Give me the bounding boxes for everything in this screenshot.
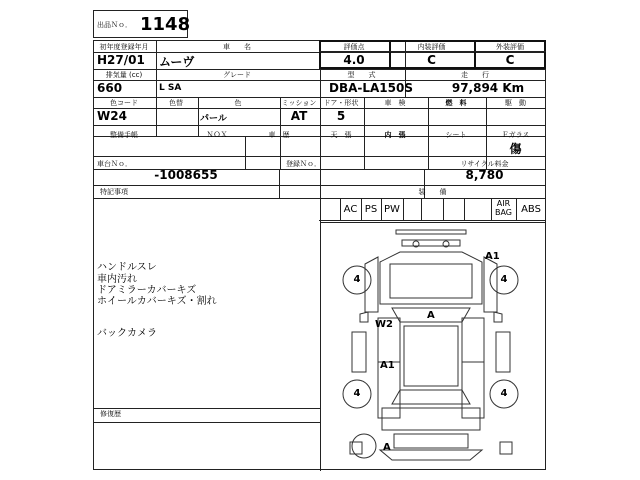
color-label: 色 — [234, 99, 242, 107]
color-type-label: 色替 — [169, 99, 183, 107]
tire-rear-right: 4 — [500, 388, 508, 399]
mark-left-rear: A1 — [380, 360, 395, 371]
score-label: 評価点 — [343, 43, 365, 51]
exterior-label: 外装評価 — [496, 43, 524, 51]
manual-label: 整備手帳 — [110, 131, 138, 139]
displacement-label: 排気量 (cc) — [105, 71, 143, 79]
lot-number: 1148 — [140, 14, 191, 35]
glass-label: Ｆガラス — [501, 131, 530, 139]
glass-value: 傷 — [509, 142, 522, 156]
sunroof-label: 天 張 — [330, 131, 352, 139]
tire-rear-left: 4 — [353, 388, 361, 399]
mileage-label: 走 行 — [461, 71, 489, 79]
capacity-label: 車 検 — [384, 99, 406, 107]
first-reg-label: 初年度登録年月 — [99, 43, 149, 51]
repair-label: 修復歴 — [100, 410, 121, 418]
equipment-label: 装 備 — [418, 188, 447, 196]
note-line-3: ドアミラーカバーキズ — [97, 285, 197, 296]
recycle-value: 8,780 — [465, 168, 504, 182]
model-value: DBA-LA150S — [329, 81, 413, 95]
reg-no-label: 登録Ｎｏ． — [286, 160, 321, 168]
color-code-label: 色コード — [110, 99, 138, 107]
chassis-value: -1008655 — [154, 168, 218, 182]
note-line-1: ハンドルスレ — [97, 262, 157, 273]
mileage-value: 97,894 Km — [451, 81, 525, 95]
first-reg-value: H27/01 — [97, 53, 145, 67]
seat-label: シート — [445, 131, 467, 139]
doors-label: ドア・形状 — [323, 99, 359, 107]
recycle-label: リサイクル料金 — [460, 160, 509, 168]
mark-center: A — [427, 310, 435, 321]
note-line-2: 車内汚れ — [97, 274, 137, 285]
chassis-label: 車台Ｎｏ． — [97, 160, 132, 168]
interior-trim-label: 内 張 — [384, 131, 406, 139]
mission-value: AT — [290, 109, 308, 123]
equipment-airbag: AIR BAG — [494, 199, 513, 217]
tire-front-left: 4 — [353, 274, 361, 285]
note-extra: バックカメラ — [97, 328, 157, 339]
drive-label: 駆 動 — [505, 99, 526, 107]
score-value: 4.0 — [343, 53, 365, 67]
mark-front-right: A1 — [485, 251, 500, 262]
car-damage-diagram — [320, 222, 545, 468]
car-name-label: 車 名 — [223, 43, 251, 51]
nox-label: ＮＯＸ — [206, 131, 228, 139]
interior-label: 内装評価 — [417, 43, 446, 51]
doors-value: 5 — [336, 109, 346, 123]
color-value: パール — [200, 114, 227, 124]
model-label: 型 式 — [347, 71, 376, 79]
history-label: 車 歴 — [268, 131, 290, 139]
equipment-ac: AC — [343, 204, 358, 215]
interior-value: C — [427, 53, 436, 67]
color-code-value: W24 — [97, 109, 127, 123]
notes-label: 特記事項 — [100, 188, 128, 196]
grade-label: グレード — [223, 71, 251, 79]
mark-bottom: A — [383, 442, 391, 453]
equipment-ps: PS — [364, 204, 378, 215]
fuel-label: 燃 料 — [445, 99, 467, 107]
mark-left-mid: W2 — [375, 319, 393, 330]
car-name-value: ムーヴ — [159, 55, 195, 69]
equipment-pw: PW — [384, 204, 400, 215]
lot-number-box — [93, 10, 191, 38]
mission-label: ミッション — [281, 99, 317, 107]
grade-value: L SA — [159, 83, 182, 93]
note-line-4: ホイールカバーキズ・割れ — [97, 296, 217, 307]
displacement-value: 660 — [97, 81, 123, 95]
tire-front-right: 4 — [500, 274, 508, 285]
equipment-grid — [319, 198, 546, 221]
lot-number-label: 出品Ｎｏ． — [97, 21, 132, 29]
equipment-abs: ABS — [521, 204, 541, 215]
exterior-value: C — [505, 53, 515, 67]
